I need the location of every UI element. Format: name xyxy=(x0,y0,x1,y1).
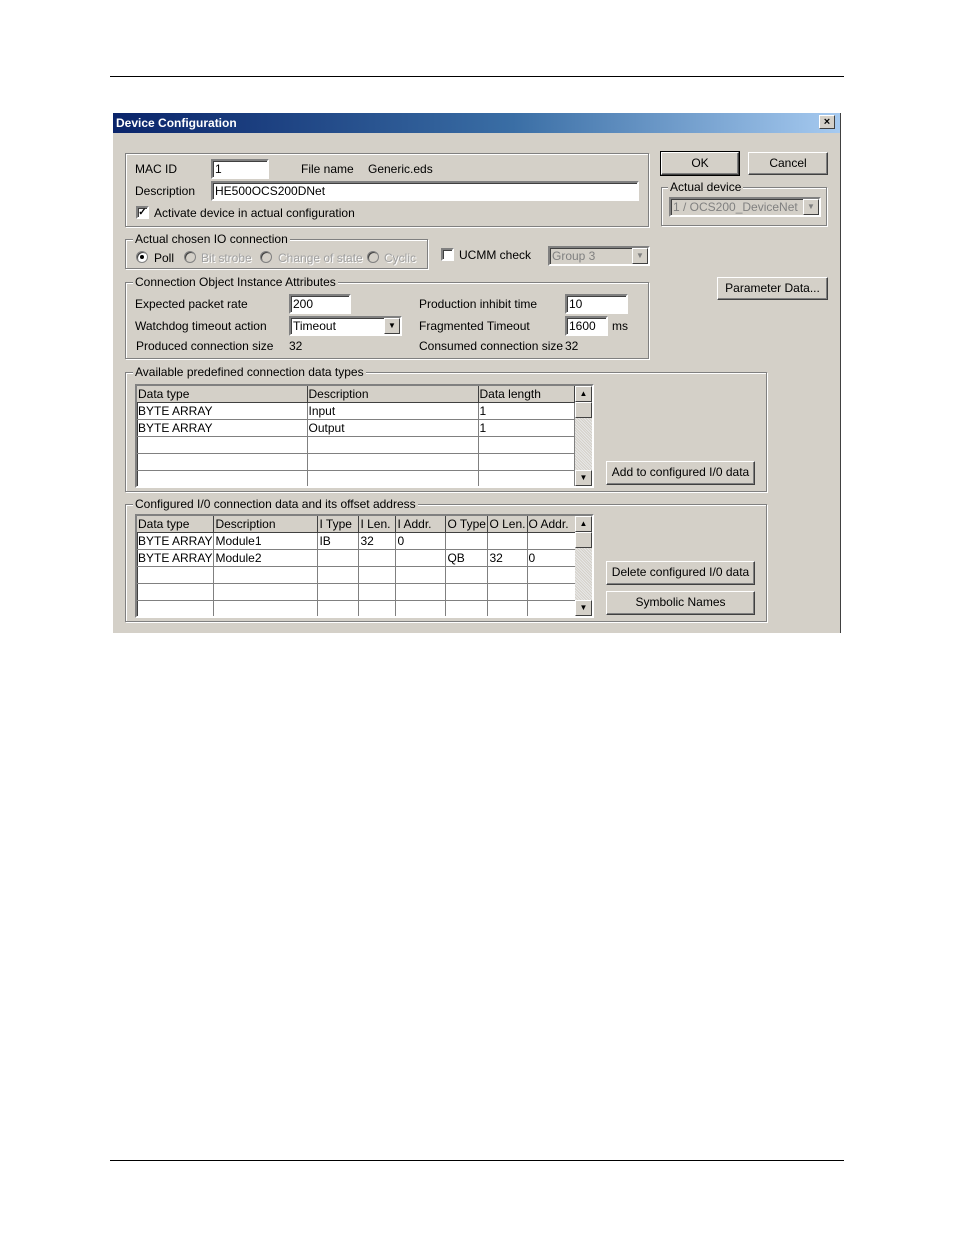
table-header-row xyxy=(137,386,574,403)
table-cell xyxy=(359,567,396,584)
table-cell xyxy=(396,584,446,601)
table-row[interactable] xyxy=(137,601,577,618)
table-cell xyxy=(318,601,359,618)
table-cell: QB xyxy=(446,550,488,567)
produced-size-label: Produced connection size xyxy=(136,339,274,353)
device-configuration-dialog xyxy=(113,113,841,633)
fragmented-timeout-label: Fragmented Timeout xyxy=(419,319,530,333)
cancel-button[interactable]: Cancel xyxy=(748,152,828,175)
symbolic-names-button[interactable]: Symbolic Names xyxy=(606,591,755,615)
description-input[interactable]: HE500OCS200DNet xyxy=(211,181,639,201)
configured-io-label: Configured I/0 connection data and its offset address xyxy=(135,497,416,511)
expected-packet-rate-label: Expected packet rate xyxy=(135,297,248,311)
table-cell xyxy=(137,567,214,584)
table-cell: 0 xyxy=(396,533,446,550)
predefined-types-table xyxy=(137,386,575,488)
parameter-data-button[interactable]: Parameter Data... xyxy=(717,277,828,300)
table-cell xyxy=(478,454,574,471)
column-header[interactable]: I Addr. xyxy=(396,516,446,533)
column-header[interactable]: Data length xyxy=(478,386,574,403)
column-header[interactable]: Description xyxy=(307,386,478,403)
table-cell: 32 xyxy=(359,533,396,550)
table-cell: IB xyxy=(318,533,359,550)
radio-poll[interactable] xyxy=(136,251,148,263)
table-cell xyxy=(359,584,396,601)
table-cell xyxy=(214,601,318,618)
production-inhibit-label: Production inhibit time xyxy=(419,297,538,311)
table-cell xyxy=(359,550,396,567)
table-row[interactable] xyxy=(137,584,577,601)
mac-id-input[interactable]: 1 xyxy=(211,159,269,179)
expected-packet-rate-input[interactable]: 200 xyxy=(289,294,351,314)
ucmm-group-select[interactable] xyxy=(548,246,650,266)
production-inhibit-input[interactable]: 10 xyxy=(565,294,628,314)
table-header-row xyxy=(137,516,577,533)
ucmm-label: UCMM check xyxy=(459,248,532,262)
table-cell xyxy=(307,454,478,471)
table-cell xyxy=(396,550,446,567)
table-cell xyxy=(318,550,359,567)
table-cell xyxy=(318,567,359,584)
table-cell xyxy=(488,584,527,601)
mac-id-label: MAC ID xyxy=(135,162,177,176)
table-cell: 1 xyxy=(478,420,574,437)
table-cell xyxy=(307,471,478,488)
column-header[interactable]: Data type xyxy=(137,516,214,533)
table-cell xyxy=(488,601,527,618)
table-cell xyxy=(137,601,214,618)
scroll-down-icon[interactable]: ▼ xyxy=(575,470,592,486)
configured-scrollbar[interactable] xyxy=(575,516,592,616)
table-row[interactable] xyxy=(137,533,577,550)
table-cell: BYTE ARRAY xyxy=(137,403,307,420)
table-cell xyxy=(527,533,577,550)
footer-rule xyxy=(110,1160,844,1161)
predefined-types-label: Available predefined connection data types xyxy=(135,365,364,379)
ok-button[interactable]: OK xyxy=(661,152,739,175)
table-cell: 1 xyxy=(478,403,574,420)
table-row[interactable] xyxy=(137,420,574,437)
scroll-down-icon[interactable]: ▼ xyxy=(575,600,592,616)
column-header[interactable]: O Type xyxy=(446,516,488,533)
predefined-scrollbar[interactable] xyxy=(575,386,592,486)
activate-label: Activate device in actual configuration xyxy=(154,206,355,220)
watchdog-label: Watchdog timeout action xyxy=(135,319,267,333)
predefined-types-grid[interactable] xyxy=(135,384,594,488)
column-header[interactable]: Data type xyxy=(137,386,307,403)
radio-change-of-state[interactable] xyxy=(260,251,272,263)
table-cell xyxy=(478,437,574,454)
description-label: Description xyxy=(135,184,196,198)
table-cell xyxy=(137,471,307,488)
table-cell xyxy=(214,584,318,601)
table-cell xyxy=(359,601,396,618)
table-cell xyxy=(396,567,446,584)
table-row[interactable] xyxy=(137,403,574,420)
watchdog-value: Timeout xyxy=(293,319,336,333)
io-connection-label: Actual chosen IO connection xyxy=(135,232,288,246)
table-cell xyxy=(488,533,527,550)
chevron-down-icon[interactable]: ▼ xyxy=(384,318,400,334)
table-cell xyxy=(527,601,577,618)
table-cell: Module2 xyxy=(214,550,318,567)
table-cell: Input xyxy=(307,403,478,420)
table-cell xyxy=(214,567,318,584)
actual-device-select[interactable] xyxy=(669,197,821,217)
table-row[interactable] xyxy=(137,550,577,567)
produced-size-value: 32 xyxy=(289,339,303,353)
radio-bit-strobe[interactable] xyxy=(184,251,196,263)
table-cell xyxy=(488,567,527,584)
table-cell: 32 xyxy=(488,550,527,567)
ucmm-checkbox[interactable] xyxy=(441,248,454,261)
watchdog-select[interactable] xyxy=(289,316,402,336)
table-row[interactable] xyxy=(137,567,577,584)
header-rule xyxy=(110,76,844,77)
actual-device-value: 1 / OCS200_DeviceNet xyxy=(673,200,798,214)
table-cell xyxy=(307,437,478,454)
file-name-value: Generic.eds xyxy=(368,162,433,176)
table-cell: 0 xyxy=(527,550,577,567)
consumed-size-label: Consumed connection size xyxy=(419,339,564,353)
column-header[interactable]: Description xyxy=(214,516,318,533)
table-cell: BYTE ARRAY xyxy=(138,534,213,548)
chevron-down-icon[interactable]: ▼ xyxy=(632,248,648,264)
add-to-configured-button[interactable]: Add to configured I/0 data xyxy=(606,461,755,485)
scroll-thumb[interactable] xyxy=(575,532,592,548)
table-cell xyxy=(478,471,574,488)
column-header[interactable]: I Len. xyxy=(359,516,396,533)
table-cell xyxy=(137,584,214,601)
dialog-title: Device Configuration xyxy=(116,116,237,130)
table-cell xyxy=(446,533,488,550)
activate-checkbox[interactable]: ✓ xyxy=(136,206,149,219)
table-cell xyxy=(446,584,488,601)
scroll-up-icon[interactable]: ▲ xyxy=(575,386,592,402)
configured-io-table xyxy=(137,516,578,618)
table-cell xyxy=(527,567,577,584)
radio-poll-label: Poll xyxy=(154,251,175,265)
table-cell xyxy=(446,567,488,584)
table-row[interactable] xyxy=(137,471,574,488)
connection-attributes-label: Connection Object Instance Attributes xyxy=(135,275,336,289)
actual-device-label: Actual device xyxy=(670,180,742,194)
table-cell xyxy=(318,584,359,601)
configured-io-grid[interactable] xyxy=(135,514,594,618)
table-row[interactable] xyxy=(137,437,574,454)
table-cell xyxy=(527,584,577,601)
ucmm-group-value: Group 3 xyxy=(552,249,596,263)
table-cell: Module1 xyxy=(214,533,318,550)
radio-change-of-state-label: Change of state xyxy=(278,251,363,265)
table-cell xyxy=(446,601,488,618)
close-icon[interactable]: × xyxy=(819,115,835,129)
delete-configured-button[interactable]: Delete configured I/0 data xyxy=(606,561,755,585)
file-name-label: File name xyxy=(301,162,354,176)
radio-cyclic-label: Cyclic xyxy=(384,251,416,265)
radio-cyclic[interactable] xyxy=(367,251,379,263)
column-header[interactable]: I Type xyxy=(318,516,359,533)
radio-bit-strobe-label: Bit strobe xyxy=(201,251,252,265)
scroll-up-icon[interactable]: ▲ xyxy=(575,516,592,532)
table-cell: Output xyxy=(307,420,478,437)
table-cell: BYTE ARRAY xyxy=(138,551,213,565)
table-cell: BYTE ARRAY xyxy=(137,420,307,437)
fragmented-timeout-input[interactable]: 1600 xyxy=(565,316,608,336)
column-header[interactable]: O Len. xyxy=(489,517,526,531)
title-bar[interactable] xyxy=(113,113,840,133)
table-cell xyxy=(137,437,307,454)
fragmented-timeout-unit: ms xyxy=(612,319,628,333)
scroll-thumb[interactable] xyxy=(575,402,592,418)
consumed-size-value: 32 xyxy=(565,339,579,353)
table-row[interactable] xyxy=(137,454,574,471)
table-cell xyxy=(137,454,307,471)
table-cell xyxy=(396,601,446,618)
column-header[interactable]: O Addr. xyxy=(527,516,577,533)
chevron-down-icon[interactable]: ▼ xyxy=(803,199,819,215)
